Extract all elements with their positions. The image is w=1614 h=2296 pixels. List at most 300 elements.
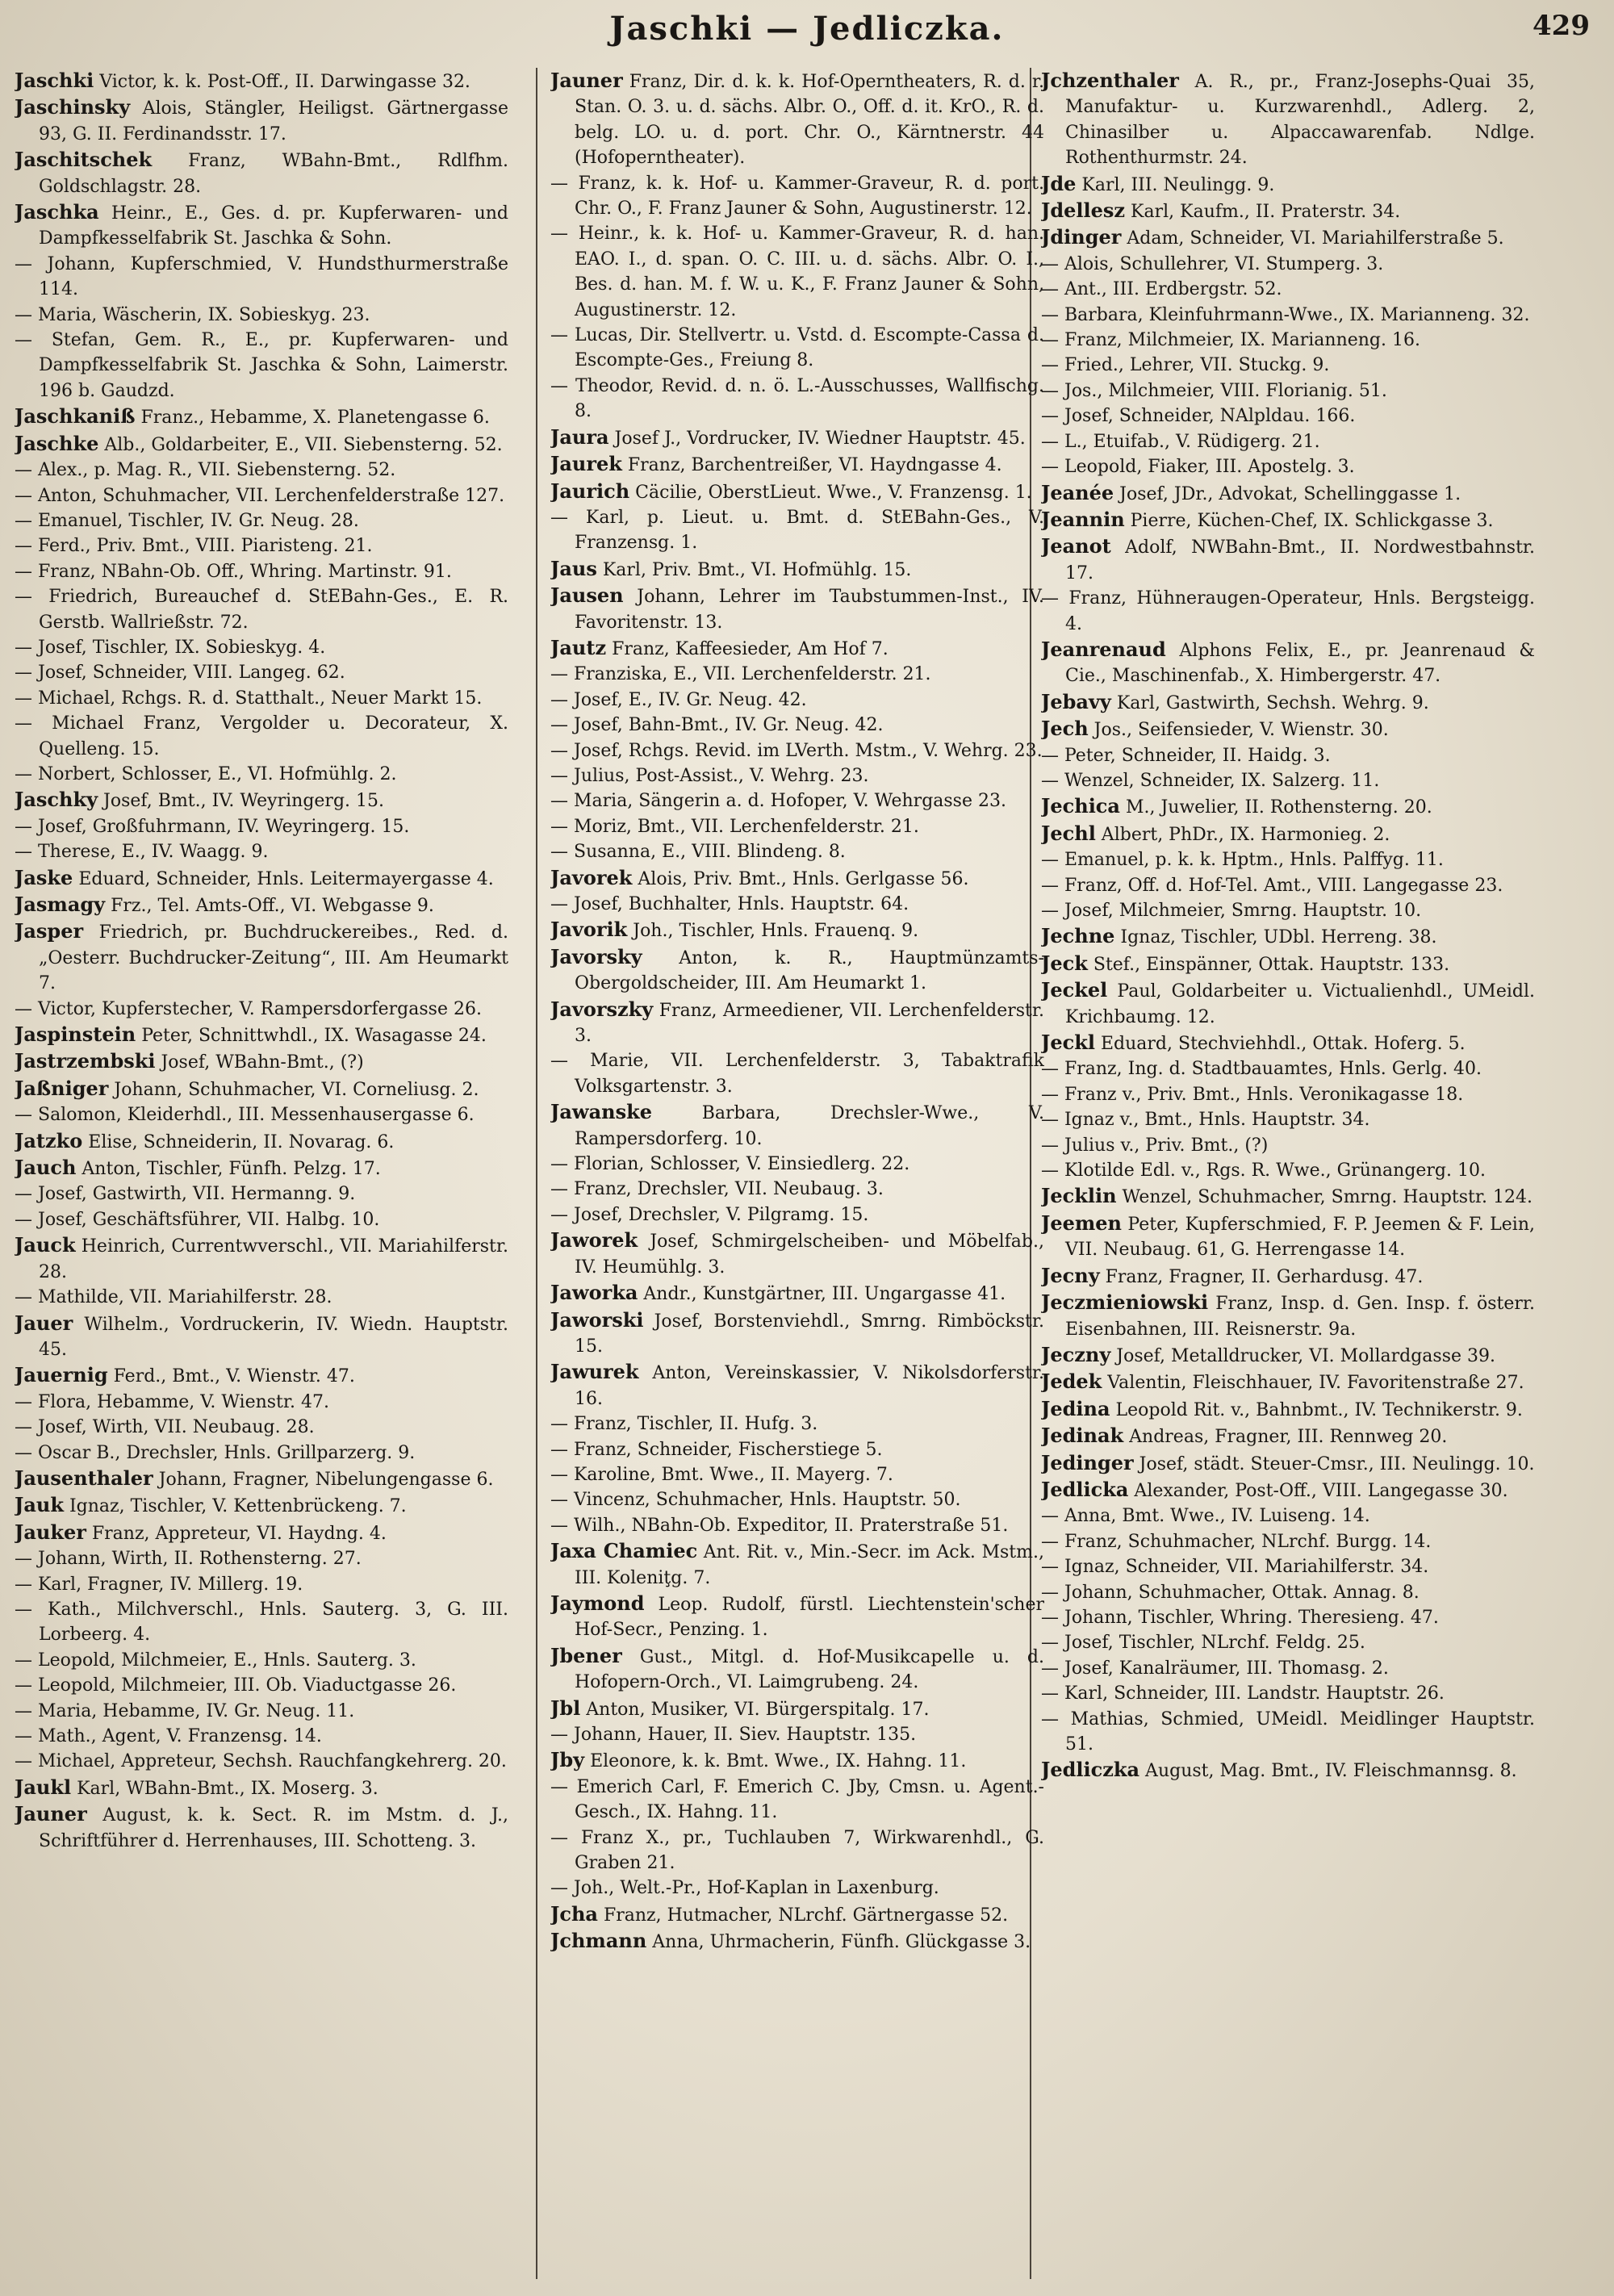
entry-details: — Johann, Wirth, II. Rothensterng. 27. [15,1549,362,1570]
entry-details: — Joh., Welt.-Pr., Hof-Kaplan in Laxenburg. [550,1878,939,1899]
entry-details: Alois, Priv. Bmt., Hnls. Gerlgasse 56. [632,868,969,889]
entry-details: Adam, Schneider, VI. Mariahilferstraße 5. [1121,228,1504,249]
directory-entry [550,1307,1044,1360]
entry-details: A. R., pr., Franz-Josephs-Quai 35, Manufaktur- u. Kurzwarenhdl., Adlerg. 2, Chinasilber u. Alpaccawarenfab. Ndlge. Rothenthurmstr. 24. [1065,72,1535,169]
entry-details: Heinr., E., Ges. d. pr. Kupferwaren- und Dampfkesselfabrik St. Jaschka & Sohn. [39,203,508,249]
directory-entry [1041,404,1535,429]
entry-surname: Javorik [550,918,628,942]
directory-entry [1041,1450,1535,1477]
entry-details: — Michael, Rchgs. R. d. Statthalt., Neuer Markt 15. [15,688,483,709]
entry-details: M., Juwelier, II. Rothensterng. 20. [1119,797,1432,818]
running-head: Jaschki — Jedliczka. [609,10,1005,48]
entry-surname: Jausen [550,583,624,608]
entry-surname: Jaske [15,865,73,889]
entry-details: — Vincenz, Schuhmacher, Hnls. Hauptstr. 50. [550,1490,961,1511]
directory-entry [550,917,1044,943]
entry-details: — Ignaz v., Bmt., Hnls. Hauptstr. 34. [1041,1110,1370,1131]
directory-entry [550,1280,1044,1307]
directory-entry [550,1202,1044,1227]
entry-details: — Josef, Rchgs. Revid. im LVerth. Mstm., V. Wehrg. 23. [550,740,1043,761]
entry-surname: Jaworka [550,1281,638,1305]
entry-details: — Franziska, E., VII. Lerchenfelderstr. 21. [550,664,931,685]
directory-entry [1041,1681,1535,1706]
directory-entry [550,1152,1044,1177]
entry-details: Karl, WBahn-Bmt., IX. Moserg. 3. [71,1778,378,1799]
entry-details: Joh., Tischler, Hnls. Frauenq. 9. [627,921,919,942]
entry-surname: Javorszky [550,997,654,1021]
directory-entry [15,1022,508,1048]
directory-entry [1041,224,1535,251]
entry-details: — Emerich Carl, F. Emerich C. Jby, Cmsn. u. Agent.-Gesch., IX. Hahng. 11. [550,1776,1044,1823]
entry-details: — Barbara, Kleinfuhrmann-Wwe., IX. Mariannеng. 32. [1041,304,1530,325]
directory-entry [1041,1605,1535,1630]
directory-entry [15,814,508,839]
entry-details: — Josef, Geschäftsführer, VII. Halbg. 10. [15,1209,380,1230]
entry-details: — Math., Agent, V. Franzensg. 14. [15,1726,322,1746]
entry-surname: Jdinger [1041,225,1122,249]
page-number: 429 [1532,10,1590,42]
entry-surname: Jechl [1041,821,1096,845]
entry-surname: Javorsky [550,944,642,968]
directory-entry [550,68,1044,171]
directory-entry [550,635,1044,662]
directory-entry [15,1285,508,1310]
directory-entry [550,1775,1044,1826]
entry-details: Wenzel, Schuhmacher, Smrng. Hauptstr. 124. [1116,1187,1532,1208]
entry-surname: Jaschitschek [15,148,153,172]
entry-details: — Josef, Milchmeier, Smrng. Hauptstr. 10. [1041,901,1422,921]
directory-entry [1041,1082,1535,1107]
entry-details: Eduard, Stechviehhdl., Ottak. Hoferg. 5. [1094,1034,1466,1055]
entry-details: Cäcilie, OberstLieut. Wwe., V. Franzensg. 1. [629,482,1032,503]
entry-details: Andreas, Fragner, III. Rennweg 20. [1123,1427,1448,1448]
entry-details: — Karl, Schneider, III. Landstr. Hauptstr. 26. [1041,1683,1445,1704]
directory-entry [550,1876,1044,1901]
entry-details: Karl, Gastwirth, Sechsh. Wehrg. 9. [1110,692,1429,713]
entry-details: — Mathias, Schmied, UMeidl. Meidlinger Hauptstr. 51. [1041,1708,1535,1754]
entry-details: Josef, WBahn-Bmt., (?) [155,1052,364,1073]
directory-entry [1041,1107,1535,1132]
directory-entry [1041,480,1535,507]
entry-surname: Jaxa Chamiec [550,1539,698,1563]
directory-entry [15,1441,508,1466]
entry-details: Johann, Schuhmacher, VI. Corneliusg. 2. [108,1079,479,1100]
directory-entry [1041,847,1535,872]
entry-details: — Wilh., NBahn-Ob. Expeditor, II. Praterstraße 51. [550,1515,1009,1536]
entry-surname: Jaura [550,424,609,449]
entry-details: Albert, PhDr., IX. Harmonieg. 2. [1095,824,1390,845]
entry-details: Leopold Rit. v., Bahnbmt., IV. Technikerstr. 9. [1110,1399,1523,1420]
entry-details: Barbara, Drechsler-Wwe., V. Rampersdorferg. 10. [575,1103,1044,1149]
directory-column-3 [1041,68,1535,2287]
directory-entry [15,1775,508,1801]
column-divider [536,68,537,2279]
directory-entry [15,1648,508,1673]
entry-surname: Jaworek [550,1228,638,1253]
entry-details: Friedrich, pr. Buchdruckereibes., Red. d. „Oesterr. Buchdrucker-Zeitung“, III. Am Heumarkt 7. [39,922,508,994]
entry-surname: Jeczny [1041,1342,1111,1366]
directory-entry [15,68,508,94]
entry-details: — Florian, Schlosser, V. Einsiedlerg. 22. [550,1154,910,1175]
entry-surname: Jbener [550,1643,622,1667]
entry-details: — Anna, Bmt. Wwe., IV. Luiseng. 14. [1041,1506,1370,1527]
entry-details: — Ant., III. Erdbergstr. 52. [1041,279,1282,300]
directory-entry [15,1076,508,1102]
entry-details: Eduard, Schneider, Hnls. Leitermayergasse 4. [73,868,494,889]
directory-entry [15,1801,508,1854]
directory-entry [15,1546,508,1571]
entry-details: — Leopold, Milchmeier, III. Ob. Viaductgasse 26. [15,1675,457,1696]
entry-surname: Jaworski [550,1307,644,1332]
directory-entry [550,662,1044,687]
directory-entry [550,424,1044,451]
directory-entry [1041,1580,1535,1605]
entry-surname: Jaschke [15,431,99,455]
entry-details: — Johann, Tischler, Whring. Theresieng. 47. [1041,1607,1439,1628]
directory-entry [1041,689,1535,716]
directory-entry [1041,1369,1535,1395]
entry-surname: Jasmagy [15,893,106,916]
entry-details: — Victor, Kupferstecher, V. Rampersdorfergasse 26. [15,998,482,1019]
entry-details: — Anton, Schuhmacher, VII. Lerchenfelderstraße 127. [15,485,505,506]
directory-entry [15,147,508,199]
directory-entry [1041,743,1535,768]
entry-details: — Johann, Kupferschmied, V. Hundsthurmerstraße 114. [15,253,508,300]
entry-details: Victor, k. k. Post-Off., II. Darwingasse 32. [94,72,470,92]
entry-surname: Jaschka [15,200,99,224]
entry-details: Franz, Hutmacher, NLrchf. Gärtnergasse 52. [597,1905,1009,1926]
entry-surname: Jby [550,1748,585,1772]
directory-entry [1041,303,1535,328]
entry-details: Josef, Metalldrucker, VI. Mollardgasse 39. [1110,1345,1495,1366]
directory-entry [15,1048,508,1075]
directory-entry [15,1572,508,1597]
directory-entry [1041,1158,1535,1183]
entry-surname: Jeemen [1041,1211,1123,1235]
page-header [0,5,1614,55]
entry-details: Leop. Rudolf, fürstl. Liechtenstein'scher Hof-Secr., Penzing. 1. [575,1594,1044,1641]
entry-details: — Salomon, Kleiderhdl., III. Messenhausergasse 6. [15,1105,475,1126]
directory-entry [1041,873,1535,898]
entry-details: — Maria, Wäscherin, IX. Sobieskyg. 23. [15,304,370,325]
directory-entry [15,1102,508,1127]
directory-entry [1041,821,1535,847]
entry-details: — Leopold, Fiaker, III. Apostelg. 3. [1041,457,1355,478]
directory-entry [15,787,508,813]
directory-column-2 [550,68,1044,2287]
directory-entry [1041,1290,1535,1342]
entry-details: Gust., Mitgl. d. Hof-Musikcapelle u. d. Hofopern-Orch., VI. Laimgrubeng. 24. [575,1646,1044,1693]
entry-details: Anton, k. R., Hauptmünzamts-Obergoldscheider, III. Am Heumarkt 1. [575,947,1044,994]
directory-entry [15,865,508,892]
entry-details: Josef J., Vordrucker, IV. Wiedner Hauptstr. 45. [608,428,1026,449]
entry-surname: Jaurich [550,479,630,503]
entry-surname: Jaschinsky [15,95,131,119]
entry-details: Josef, JDr., Advokat, Schellinggasse 1. [1114,483,1461,504]
directory-entry [550,814,1044,839]
entry-details: Ferd., Bmt., V. Wienstr. 47. [107,1366,355,1387]
directory-entry [15,1128,508,1155]
directory-entry [550,1747,1044,1774]
entry-surname: Jauck [15,1233,76,1257]
entry-surname: Jedek [1041,1370,1102,1394]
directory-entry [15,1724,508,1749]
directory-entry [15,404,508,430]
directory-entry [550,1696,1044,1722]
entry-details: — Kath., Milchverschl., Hnls. Sauterg. 3, G. III. Lorbeerg. 4. [15,1599,508,1646]
directory-entry [550,374,1044,424]
entry-surname: Jcha [550,1901,598,1926]
entry-details: — Theodor, Revid. d. n. ö. L.-Ausschusses, Wallfischg. 8. [550,375,1044,422]
entry-surname: Jaschki [15,69,94,92]
entry-details: — Julius v., Priv. Bmt., (?) [1041,1135,1269,1156]
directory-entry [1041,586,1535,637]
entry-details: — Therese, E., IV. Waagg. 9. [15,842,269,863]
directory-entry [15,1181,508,1207]
entry-surname: Jawurek [550,1360,639,1384]
directory-entry [550,1359,1044,1411]
entry-details: — Karl, Fragner, IV. Millerg. 19. [15,1574,303,1595]
directory-entry [550,451,1044,478]
directory-entry [1041,454,1535,479]
directory-entry [550,1177,1044,1202]
directory-entry [550,763,1044,788]
directory-entry [550,1826,1044,1876]
directory-entry [550,221,1044,323]
entry-details: Franz, WBahn-Bmt., Rdlfhm. Goldschlagstr. 28. [39,151,508,197]
entry-details: Jos., Seifensieder, V. Wienstr. 30. [1088,720,1389,741]
directory-entry [15,1232,508,1285]
entry-details: — Franz, Milchmeier, IX. Marianneng. 16. [1041,330,1420,351]
directory-entry [1041,1757,1535,1784]
entry-details: — Franz, Hühneraugen-Operateur, Hnls. Bergsteigg. 4. [1041,588,1535,634]
directory-entry [15,508,508,533]
entry-details: — Julius, Post-Assist., V. Wehrg. 23. [550,765,869,786]
entry-surname: Jaschky [15,788,98,812]
entry-details: — Karl, p. Lieut. u. Bmt. d. StEBahn-Ges., V. Franzensg. 1. [550,507,1044,554]
directory-entry [550,1928,1044,1955]
entry-surname: Jaßniger [15,1076,109,1100]
directory-entry [1041,1056,1535,1081]
entry-surname: Jauker [15,1520,86,1544]
entry-details: — Michael Franz, Vergolder u. Decorateur, X. Quelleng. 15. [15,713,508,759]
directory-entry [15,1520,508,1546]
directory-entry [1041,429,1535,454]
entry-details: — Josef, Großfuhrmann, IV. Weyringerg. 15. [15,816,410,837]
entry-details: — Oscar B., Drechsler, Hnls. Grillparzerg. 9. [15,1442,416,1463]
entry-details: — Franz v., Priv. Bmt., Hnls. Veronikagasse 18. [1041,1084,1464,1105]
entry-surname: Jchmann [550,1929,647,1953]
entry-details: Paul, Goldarbeiter u. Victualienhdl., UMeidl. Krichbaumg. 12. [1065,981,1535,1027]
entry-details: Johann, Lehrer im Taubstummen-Inst., IV. Favoritenstr. 13. [575,587,1044,633]
entry-details: — Susanna, E., VIII. Blindeng. 8. [550,842,846,863]
directory-entry [15,660,508,685]
directory-entry [15,686,508,711]
directory-entry [15,635,508,660]
entry-details: — Flora, Hebamme, V. Wienstr. 47. [15,1391,329,1412]
directory-entry [550,738,1044,763]
entry-surname: Jeanrenaud [1041,637,1166,661]
directory-entry [550,892,1044,917]
entry-details: — Franz X., pr., Tuchlauben 7, Wirkwarenhdl., G. Graben 21. [550,1827,1044,1874]
directory-entry [1041,637,1535,689]
entry-details: — Mathilde, VII. Mariahilferstr. 28. [15,1287,332,1308]
directory-entry [1041,1529,1535,1554]
directory-entry [15,252,508,303]
directory-entry [1041,768,1535,793]
entry-details: — Johann, Hauer, II. Siev. Hauptstr. 135. [550,1725,917,1745]
entry-surname: Jauner [15,1802,87,1826]
directory-entry [1041,378,1535,404]
directory-entry [1041,1503,1535,1529]
entry-details: — Josef, Wirth, VII. Neubaug. 28. [15,1417,315,1438]
entry-details: — Heinr., k. k. Hof- u. Kammer-Graveur, R. d. han. EAO. I., d. span. O. C. III. u. d. sächs. Albr. O. I., Bes. d. han. M. f. W. u. K., F. Franz Jauner & Sohn, Augustinerstr. 12. [550,224,1044,320]
entry-details: Adolf, NWBahn-Bmt., II. Nordwestbahnstr. 17. [1065,537,1535,583]
entry-details: — Josef, Buchhalter, Hnls. Hauptstr. 64. [550,894,909,914]
entry-details: Josef, Bmt., IV. Weyringerg. 15. [98,791,385,812]
directory-entry [1041,1630,1535,1655]
directory-entry [1041,1396,1535,1423]
entry-details: — Norbert, Schlosser, E., VI. Hofmühlg. 2. [15,763,397,784]
entry-details: August, k. k. Sect. R. im Mstm. d. J., Schriftführer d. Herrenhauses, III. Schotteng. 3. [39,1805,508,1851]
directory-entry [15,1466,508,1492]
directory-entry [550,479,1044,505]
directory-entry [1041,716,1535,742]
entry-details: Heinrich, Currentwverschl., VII. Mariahilferstr. 28. [39,1236,508,1282]
directory-entry [1041,923,1535,950]
entry-details: Franz, Kaffeesieder, Am Hof 7. [606,638,889,659]
entry-surname: Jchzenthaler [1041,69,1179,92]
entry-surname: Jasper [15,919,84,943]
directory-entry [15,711,508,762]
directory-entry [550,1538,1044,1591]
entry-surname: Jedinak [1041,1424,1124,1448]
entry-surname: Jeanot [1041,534,1111,558]
entry-details: Anton, Tischler, Fünfh. Pelzg. 17. [76,1159,381,1180]
entry-details: — Josef, Tischler, NLrchf. Feldg. 25. [1041,1633,1365,1654]
entry-details: — Wenzel, Schneider, IX. Salzerg. 11. [1041,770,1380,791]
entry-details: Stef., Einspänner, Ottak. Hauptstr. 133. [1087,954,1450,975]
entry-details: — Josef, E., IV. Gr. Neug. 42. [550,689,807,710]
entry-details: — Ignaz, Schneider, VII. Mariahilferstr. 34. [1041,1557,1429,1578]
entry-details: Franz, Armeediener, VII. Lerchenfelderstr. 3. [575,1000,1044,1047]
entry-surname: Jechica [1041,794,1120,818]
directory-entry [550,583,1044,635]
directory-entry [1041,252,1535,277]
directory-entry [550,1513,1044,1538]
entry-details: Peter, Kupferschmied, F. P. Jeemen & F. Lein, VII. Neubaug. 61, G. Herrengasse 14. [1065,1214,1535,1261]
entry-details: Eleonore, k. k. Bmt. Wwe., IX. Hahng. 11. [584,1751,967,1772]
entry-surname: Jeannin [1041,507,1125,531]
entry-details: — Maria, Hebamme, IV. Gr. Neug. 11. [15,1700,355,1721]
entry-surname: Jastrzembski [15,1049,156,1073]
entry-details: — Josef, Schneider, NAlpldau. 166. [1041,406,1356,427]
directory-entry [15,94,508,147]
entry-details: Franz, Insp. d. Gen. Insp. f. österr. Eisenbahnen, III. Reisnerstr. 9a. [1065,1294,1535,1340]
directory-entry [550,788,1044,813]
directory-entry [1041,68,1535,171]
entry-details: — Josef, Gastwirth, VII. Hermanng. 9. [15,1184,356,1205]
entry-details: Johann, Fragner, Nibelungengasse 6. [153,1469,494,1490]
entry-details: — Fried., Lehrer, VII. Stuckg. 9. [1041,355,1330,376]
directory-entry [15,533,508,558]
directory-entry [1041,898,1535,923]
entry-surname: Jeck [1041,951,1088,975]
entry-details: — Klotilde Edl. v., Rgs. R. Wwe., Grünangerg. 10. [1041,1161,1486,1181]
directory-entry [550,997,1044,1049]
entry-details: Anton, Musiker, VI. Bürgerspitalg. 17. [580,1699,930,1720]
directory-entry [1041,328,1535,353]
entry-surname: Jdellesz [1041,199,1126,223]
directory-entry [550,944,1044,997]
entry-details: — Josef, Kanalräumer, III. Thomasg. 2. [1041,1658,1389,1679]
directory-entry [550,1099,1044,1152]
entry-details: — Moriz, Bmt., VII. Lerchenfelderstr. 21. [550,816,919,837]
entry-details: Josef, städt. Steuer-Cmsr., III. Neulingg. 10. [1133,1453,1535,1474]
directory-entry [550,688,1044,713]
entry-surname: Jaukl [15,1775,72,1799]
directory-entry [550,556,1044,583]
entry-details: Ant. Rit. v., Min.-Secr. im Ack. Mstm., III. Koleniţg. 7. [575,1542,1044,1588]
entry-surname: Jebavy [1041,689,1111,713]
directory-entry [15,1597,508,1648]
entry-details: — Stefan, Gem. R., E., pr. Kupferwaren- und Dampfkesselfabrik St. Jaschka & Sohn, Laimerstr. 196 b. Gaudzd. [15,330,508,401]
entry-details: — Josef, Bahn-Bmt., IV. Gr. Neug. 42. [550,715,884,736]
entry-details: Alphons Felix, E., pr. Jeanrenaud & Cie., Maschinenfab., X. Himbergerstr. 47. [1065,640,1535,687]
entry-details: — Josef, Tischler, IX. Sobieskyg. 4. [15,637,326,658]
entry-details: — Marie, VII. Lerchenfelderstr. 3, Tabaktrafik Volksgartenstr. 3. [550,1051,1044,1097]
directory-entry [550,1591,1044,1643]
entry-surname: Jauk [15,1493,64,1517]
entry-details: Franz, Barchentreißer, VI. Haydngasse 4. [621,455,1002,476]
entry-surname: Jecklin [1041,1184,1117,1208]
entry-details: — Jos., Milchmeier, VIII. Florianig. 51. [1041,380,1387,401]
entry-details: — Peter, Schneider, II. Haidg. 3. [1041,745,1331,766]
entry-surname: Jbl [550,1696,581,1720]
directory-entry [1041,1263,1535,1290]
entry-surname: Jautz [550,635,607,659]
entry-details: Wilhelm., Vordruckerin, IV. Wiedn. Hauptstr. 45. [39,1314,508,1360]
directory-entry [15,483,508,508]
directory-entry [550,1487,1044,1512]
directory-entry [1041,353,1535,378]
entry-surname: Jauner [550,69,623,92]
entry-details: Frz., Tel. Amts-Off., VI. Webgasse 9. [105,896,434,916]
directory-entry [550,1643,1044,1696]
entry-details: Franz., Hebamme, X. Planetengasse 6. [135,408,490,429]
directory-entry [15,1207,508,1232]
directory-entry [15,1749,508,1774]
directory-entry [550,1048,1044,1099]
directory-entry [1041,793,1535,820]
entry-details: — L., Etuifab., V. Rüdigerg. 21. [1041,431,1320,452]
directory-entry [15,1492,508,1519]
directory-entry [15,1673,508,1698]
directory-entry [15,1699,508,1724]
entry-details: Alois, Stängler, Heiligst. Gärtnergasse 93, G. II. Ferdinandsstr. 17. [39,98,508,144]
entry-details: — Karoline, Bmt. Wwe., II. Mayerg. 7. [550,1464,893,1485]
entry-surname: Jaus [550,556,597,580]
entry-surname: Jechne [1041,924,1115,948]
entry-details: — Josef, Drechsler, V. Pilgramg. 15. [550,1204,869,1225]
entry-details: — Alex., p. Mag. R., VII. Siebensterng. 52. [15,460,396,481]
entry-details: Alb., Goldarbeiter, E., VII. Siebensterng. 52. [98,434,503,455]
entry-details: August, Mag. Bmt., IV. Fleischmannsg. 8. [1139,1761,1517,1782]
directory-entry [550,1437,1044,1462]
directory-entry [550,1411,1044,1437]
entry-details: Franz, Dir. d. k. k. Hof-Operntheaters, R. d. r. Stan. O. 3. u. d. sächs. Albr. O., Off. d. it. KrO., R. d. belg. LO. u. d. port. Chr. O., Kärntnerstr. 44 (Hofoperntheater). [575,72,1044,169]
entry-details: Karl, Kaufm., II. Praterstr. 34. [1125,202,1401,223]
